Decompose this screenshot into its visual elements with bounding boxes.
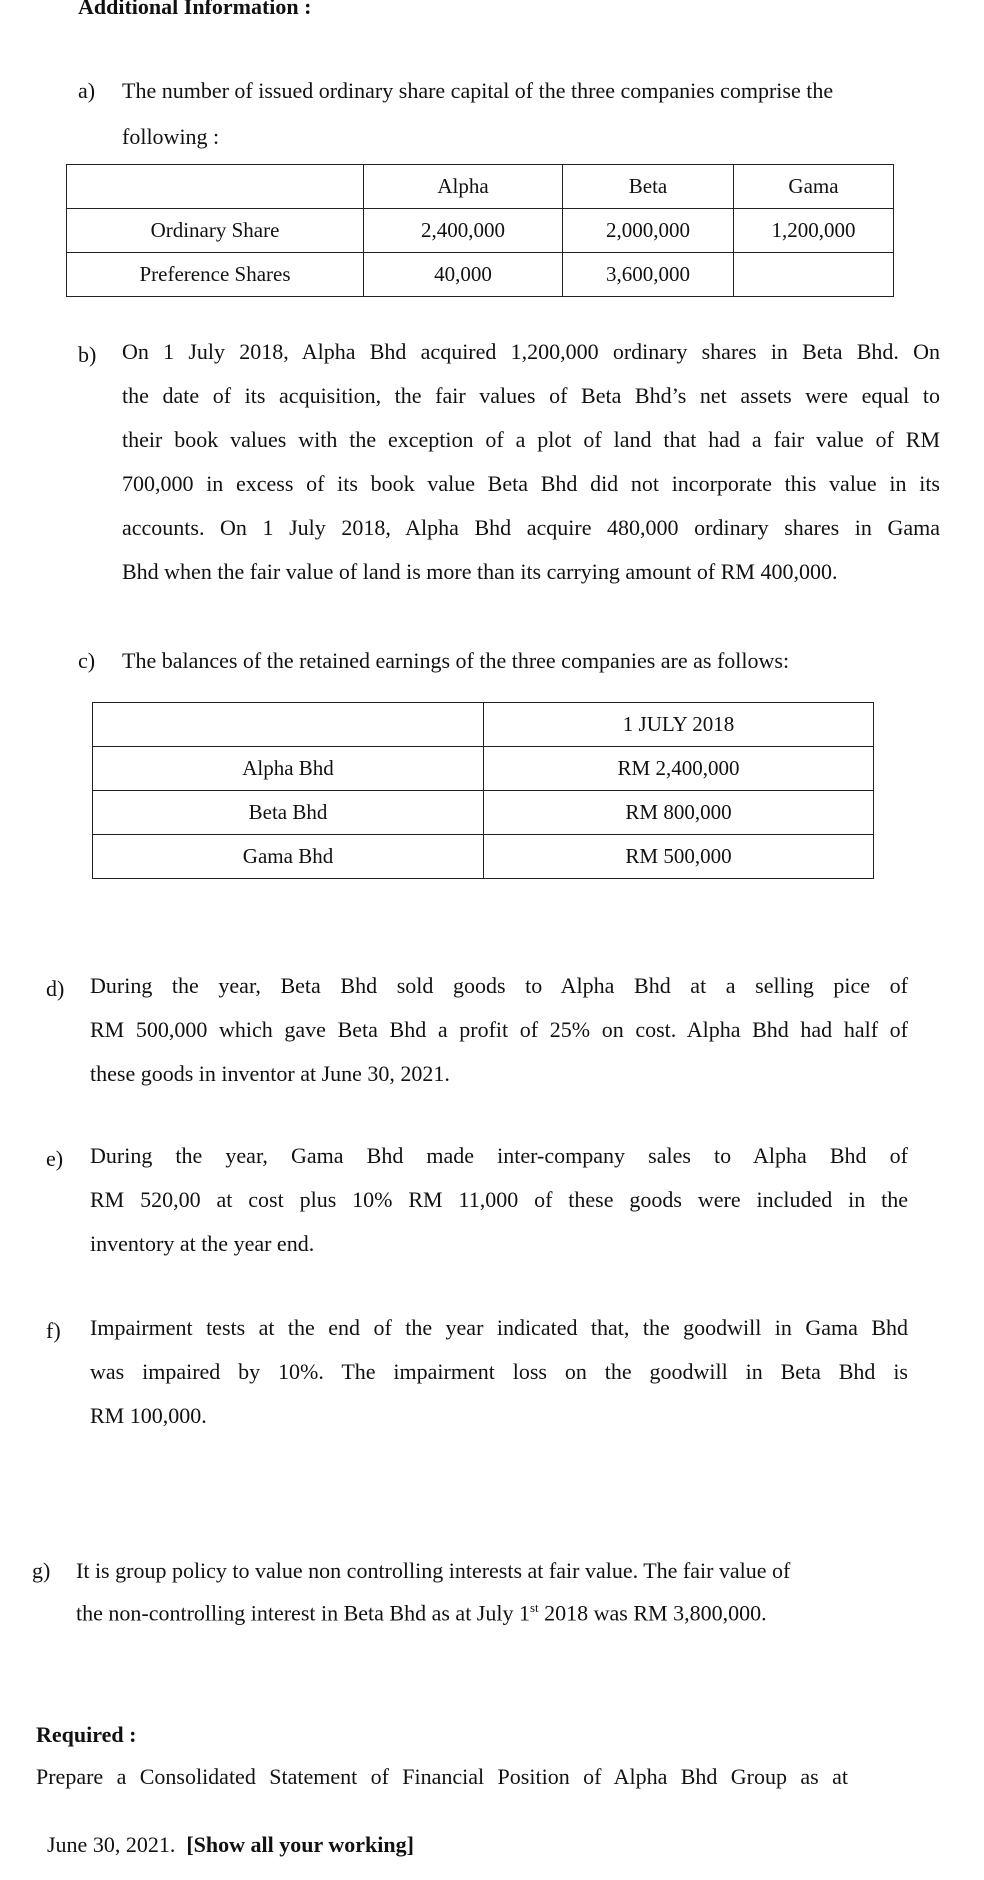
required-line-1: Prepare a Consolidated Statement of Financial Position of Alpha Bhd Group as at: [36, 1764, 848, 1789]
section-c-line-1: The balances of the retained earnings of the three companies are as follows:: [122, 648, 790, 673]
cell-value: 2,400,000: [364, 209, 563, 253]
required-line-2-text: June 30, 2021.: [47, 1832, 187, 1857]
section-g-line-2: [76, 1600, 767, 1626]
section-g-line-2-tail: 2018 was RM 3,800,000.: [538, 1600, 767, 1626]
section-e-line: During the year, Gama Bhd made inter-company sales to Alpha Bhd of: [90, 1143, 908, 1168]
section-g-line-2-text: the non-controlling interest in Beta Bhd as at July 1: [76, 1600, 530, 1626]
page-heading: Additional Information :: [78, 0, 312, 19]
table-row: [93, 747, 874, 791]
table-row: [67, 209, 894, 253]
section-f-line: RM 100,000.: [90, 1403, 207, 1428]
section-b-line: Bhd when the fair value of land is more than its carrying amount of RM 400,000.: [122, 559, 838, 584]
section-d-line: During the year, Beta Bhd sold goods to Alpha Bhd at a selling pice of: [90, 973, 908, 998]
table-row: [67, 253, 894, 297]
section-e-marker: e): [46, 1146, 64, 1171]
section-b-line: the date of its acquisition, the fair values of Beta Bhd’s net assets were equal to: [122, 383, 940, 408]
table-header-row: [93, 703, 874, 747]
section-g-line-1: It is group policy to value non controlling interests at fair value. The fair value of: [76, 1558, 791, 1583]
cell-value: 1,200,000: [734, 209, 894, 253]
cell-value: 40,000: [364, 253, 563, 297]
section-b-line: accounts. On 1 July 2018, Alpha Bhd acquire 480,000 ordinary shares in Gama: [122, 515, 940, 540]
section-c-marker: c): [78, 648, 96, 673]
section-f-paragraph: [90, 1306, 908, 1438]
cell-value: [734, 253, 894, 297]
cell-value: RM 2,400,000: [484, 747, 874, 791]
section-g-superscript: st: [529, 1600, 539, 1615]
section-f-line: Impairment tests at the end of the year indicated that, the goodwill in Gama Bhd: [90, 1315, 908, 1340]
section-a-marker: a): [78, 78, 96, 103]
section-a-line-2: following :: [122, 124, 220, 149]
section-e-paragraph: [90, 1134, 908, 1266]
row-label: Beta Bhd: [93, 791, 484, 835]
section-b-line: On 1 July 2018, Alpha Bhd acquired 1,200,000 ordinary shares in Beta Bhd. On: [122, 339, 940, 364]
section-b-paragraph: [122, 330, 940, 594]
header-beta: Beta: [563, 165, 734, 209]
section-d-line: these goods in inventor at June 30, 2021.: [90, 1061, 450, 1086]
section-d-marker: d): [46, 976, 65, 1001]
required-heading: Required :: [36, 1722, 137, 1747]
row-label: Gama Bhd: [93, 835, 484, 879]
row-label: Alpha Bhd: [93, 747, 484, 791]
required-line-2: [36, 1806, 414, 1858]
row-label: Ordinary Share: [67, 209, 364, 253]
share-capital-table: [66, 164, 894, 297]
section-a-line-1: The number of issued ordinary share capital of the three companies comprise the: [122, 78, 834, 103]
section-b-marker: b): [78, 342, 97, 367]
table-row: [93, 791, 874, 835]
section-e-line: inventory at the year end.: [90, 1231, 315, 1256]
section-e-line: RM 520,00 at cost plus 10% RM 11,000 of these goods were included in the: [90, 1187, 908, 1212]
section-f-marker: f): [46, 1318, 61, 1343]
section-d-paragraph: [90, 964, 908, 1096]
cell-value: RM 800,000: [484, 791, 874, 835]
header-gama: Gama: [734, 165, 894, 209]
row-label: Preference Shares: [67, 253, 364, 297]
cell-value: 3,600,000: [563, 253, 734, 297]
section-b-line: 700,000 in excess of its book value Beta Bhd did not incorporate this value in its: [122, 471, 940, 496]
table-row: [93, 835, 874, 879]
show-working-note: [Show all your working]: [186, 1832, 414, 1857]
section-g-marker: g): [32, 1558, 51, 1583]
header-blank: [67, 165, 364, 209]
table-header-row: [67, 165, 894, 209]
section-b-line: their book values with the exception of a plot of land that had a fair value of RM: [122, 427, 940, 452]
cell-value: 2,000,000: [563, 209, 734, 253]
cell-value: RM 500,000: [484, 835, 874, 879]
retained-earnings-table: [92, 702, 874, 879]
header-alpha: Alpha: [364, 165, 563, 209]
section-f-line: was impaired by 10%. The impairment loss on the goodwill in Beta Bhd is: [90, 1359, 908, 1384]
header-date: 1 JULY 2018: [484, 703, 874, 747]
header-blank: [93, 703, 484, 747]
section-d-line: RM 500,000 which gave Beta Bhd a profit of 25% on cost. Alpha Bhd had half of: [90, 1017, 908, 1042]
